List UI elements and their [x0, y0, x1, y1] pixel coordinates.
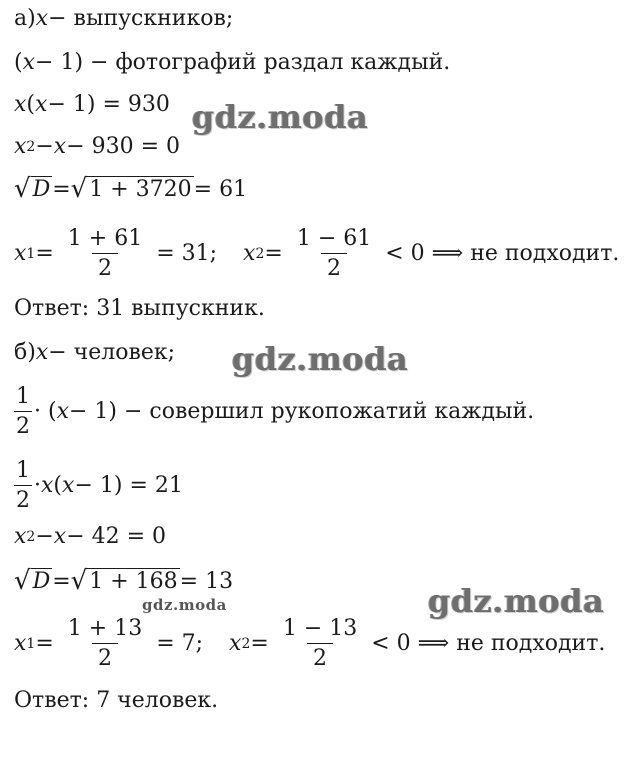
- text: −: [35, 524, 54, 549]
- variable: x: [62, 473, 75, 498]
- sqrt-expr: [70, 174, 194, 205]
- b-answer: [14, 688, 218, 713]
- numerator: 1 − 61: [296, 226, 372, 251]
- variable: x: [53, 524, 67, 549]
- radical-icon: √: [14, 174, 31, 205]
- fraction-half: [14, 458, 32, 513]
- radical-icon: √: [14, 566, 31, 597]
- text: − выпускников;: [48, 6, 234, 31]
- numerator: 1 + 13: [67, 616, 143, 641]
- fraction: [62, 616, 148, 671]
- text: − 42 = 0: [66, 524, 167, 549]
- numerator: 1 + 61: [67, 226, 143, 251]
- exponent: 2: [26, 138, 36, 155]
- watermark: gdz.moda: [232, 340, 409, 378]
- radical-icon: √: [70, 566, 88, 597]
- text: < 0 ⟹ не подходит.: [371, 631, 606, 656]
- variable: x: [53, 134, 67, 159]
- fraction: [291, 226, 377, 281]
- part-label: б): [14, 340, 36, 365]
- text: −: [35, 134, 54, 159]
- radical-icon: √: [70, 174, 88, 205]
- watermark: gdz.moda: [192, 98, 369, 136]
- text: =: [250, 631, 269, 656]
- b-equation-2: [14, 524, 166, 549]
- text: (: [53, 473, 63, 498]
- text: =: [264, 241, 283, 266]
- text: − 1) − совершил рукопожатий каждый.: [69, 399, 535, 424]
- text: =: [35, 631, 54, 656]
- subscript: 1: [26, 245, 36, 262]
- variable: x: [56, 399, 69, 424]
- denominator: 2: [14, 485, 32, 513]
- text: ·: [34, 473, 41, 498]
- denominator: 2: [92, 643, 118, 671]
- denominator: 2: [92, 253, 118, 281]
- text: = 13: [179, 568, 234, 594]
- text: (: [14, 50, 23, 75]
- text: − 1) − фотографий раздал каждый.: [35, 50, 451, 75]
- watermark: gdz.moda: [142, 596, 227, 614]
- radicand: D: [32, 569, 51, 594]
- variable: x: [35, 92, 48, 117]
- a-line-1: [14, 6, 233, 31]
- subscript: 2: [241, 635, 251, 652]
- watermark: gdz.moda: [428, 582, 605, 620]
- sqrt-expr: [70, 566, 180, 597]
- exponent: 2: [26, 528, 36, 545]
- radicand: D: [32, 177, 51, 202]
- fraction: [62, 226, 148, 281]
- text: (: [26, 92, 36, 117]
- denominator: 2: [307, 643, 333, 671]
- variable: x: [14, 134, 27, 159]
- text: − 930 = 0: [66, 134, 181, 159]
- b-line-1: [14, 340, 175, 365]
- a-line-2: [14, 50, 450, 75]
- text: =: [35, 241, 54, 266]
- variable: x: [14, 631, 27, 656]
- a-roots: [14, 226, 619, 281]
- text: = 61: [193, 176, 248, 202]
- fraction: [277, 616, 363, 671]
- text: =: [52, 176, 71, 202]
- answer-text: Ответ: 31 выпускник.: [14, 296, 265, 321]
- b-equation-1: [14, 458, 183, 513]
- subscript: 2: [255, 245, 265, 262]
- variable: x: [14, 524, 27, 549]
- b-line-2: [14, 384, 534, 439]
- fraction-half: [14, 384, 32, 439]
- denominator: 2: [14, 411, 32, 439]
- a-discriminant: [14, 174, 248, 205]
- numerator: 1 − 13: [282, 616, 358, 641]
- a-equation-1: [14, 92, 170, 117]
- denominator: 2: [321, 253, 347, 281]
- radicand: 1 + 3720: [89, 177, 192, 202]
- variable: x: [243, 241, 256, 266]
- variable: x: [41, 473, 54, 498]
- sqrt-d: [14, 566, 52, 597]
- variable: x: [35, 6, 49, 31]
- radicand: 1 + 168: [89, 569, 178, 594]
- text: · (: [34, 399, 57, 424]
- text: = 31;: [156, 241, 218, 266]
- variable: x: [14, 241, 27, 266]
- variable: x: [14, 92, 27, 117]
- numerator: 1: [16, 458, 30, 483]
- subscript: 1: [26, 635, 36, 652]
- text: − человек;: [48, 340, 176, 365]
- answer-text: Ответ: 7 человек.: [14, 688, 219, 713]
- text: < 0 ⟹ не подходит.: [385, 241, 620, 266]
- numerator: 1: [16, 384, 30, 409]
- text: − 1) = 930: [47, 92, 170, 117]
- a-equation-2: [14, 134, 180, 159]
- text: =: [52, 568, 71, 594]
- a-answer: [14, 296, 265, 321]
- variable: x: [229, 631, 242, 656]
- variable: x: [35, 340, 49, 365]
- sqrt-d: [14, 174, 52, 205]
- text: = 7;: [156, 631, 204, 656]
- part-label: а): [14, 6, 36, 31]
- text: − 1) = 21: [74, 473, 183, 498]
- b-discriminant: [14, 566, 234, 597]
- variable: x: [22, 50, 36, 75]
- b-roots: [14, 616, 605, 671]
